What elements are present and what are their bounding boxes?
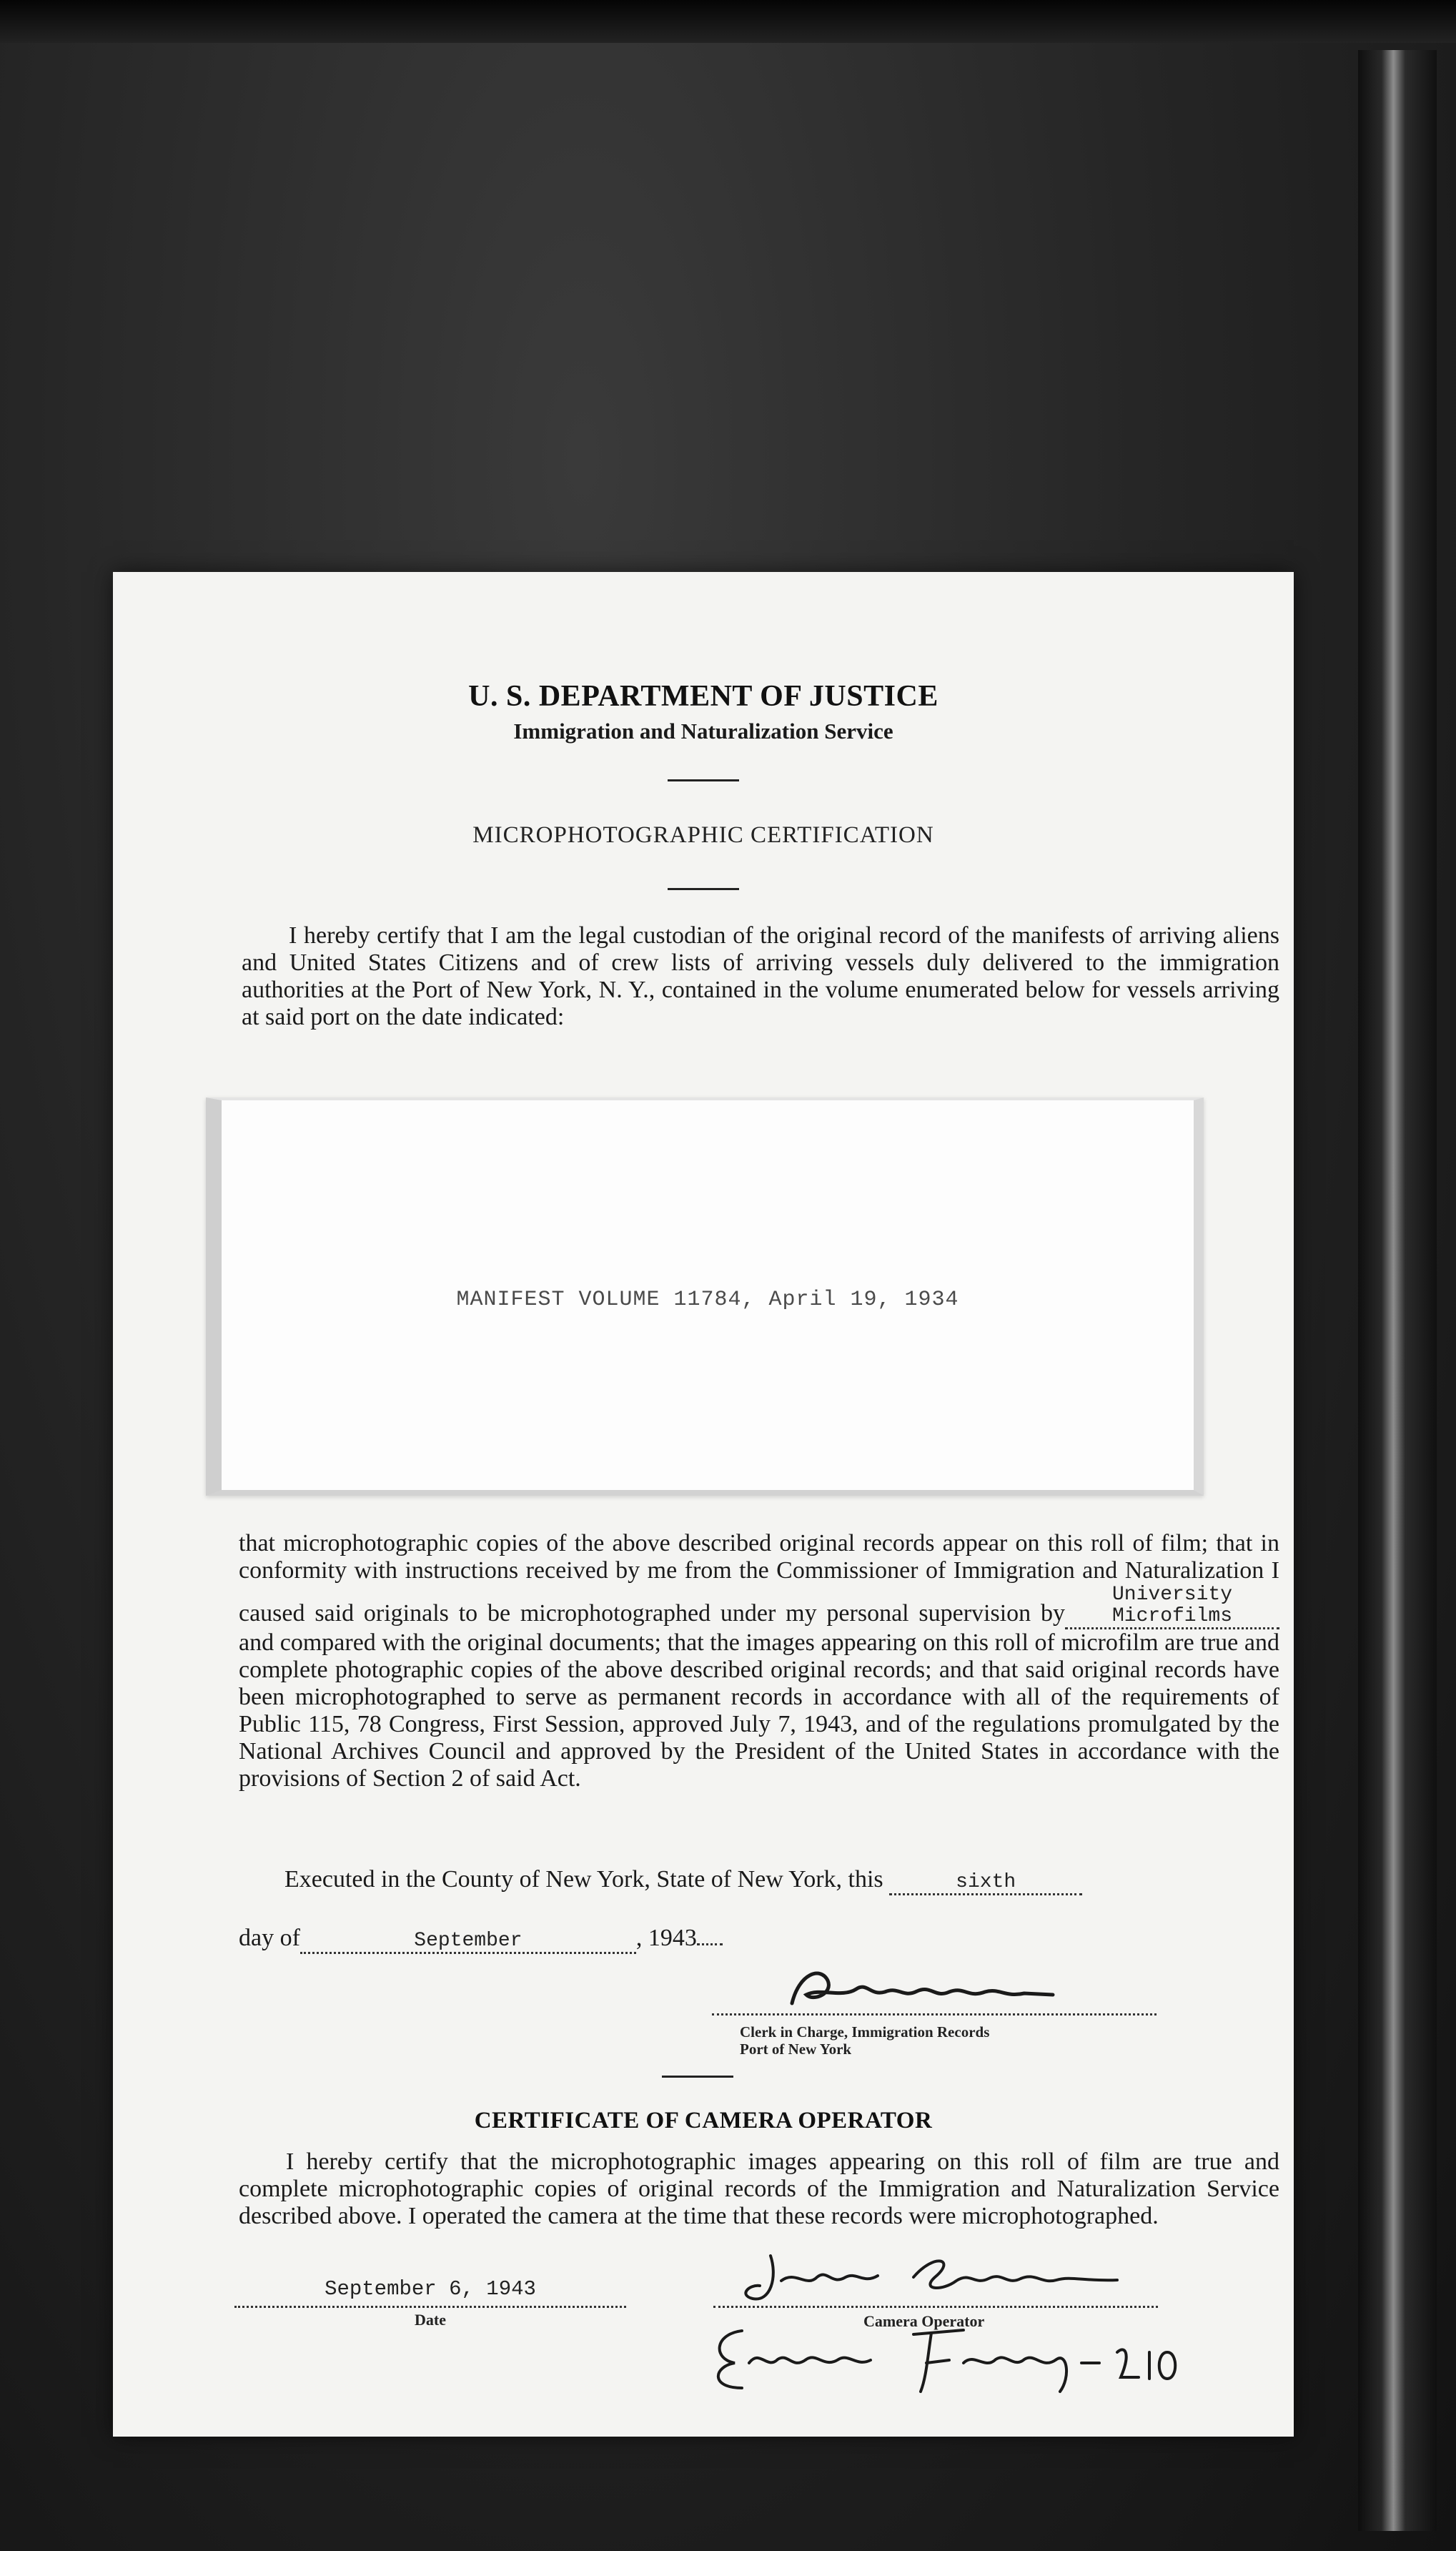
clerk-signature (778, 1959, 1064, 2016)
executed-day-field: sixth (889, 1872, 1082, 1895)
certification-body (239, 1530, 1279, 1792)
certification-title: MICROPHOTOGRAPHIC CERTIFICATION (472, 822, 934, 848)
clerk-caption (740, 2023, 989, 2058)
divider-rule (662, 2076, 733, 2078)
handwritten-note (699, 2320, 1199, 2399)
film-edge-right (1358, 50, 1437, 2531)
date-caption: Date (415, 2311, 446, 2329)
operator-caption: Camera Operator (863, 2312, 985, 2330)
camera-certificate-text: I hereby certify that the microphotographic images appearing on this roll of film are true and complete microphotographic copies of original records of the Immigration and Naturalization Service described above. I operated the camera at the time that these records were microphotographed. (239, 2148, 1279, 2229)
year-dots (697, 1943, 723, 1945)
month-field: September (300, 1930, 636, 1954)
divider-rule (668, 779, 739, 781)
executed-line (284, 1866, 1082, 1895)
supervisor-field: University Microfilms (1065, 1584, 1279, 1629)
day-line (239, 1925, 723, 1954)
year-text: , 1943 (635, 1925, 697, 1951)
date-field: September 6, 1943 (234, 2277, 626, 2308)
service-subtitle: Immigration and Naturalization Service (513, 719, 893, 744)
day-prefix: day of (239, 1925, 300, 1951)
camera-certificate-title: CERTIFICATE OF CAMERA OPERATOR (474, 2108, 933, 2133)
body-text-part1: that microphotographic copies of the above described original records appear on this roll of film; that in conformity with instructions received by me from the Commissioner of Immigration and Naturalization I caused said originals to be microphotographed under my personal supervision by (239, 1530, 1279, 1627)
intro-paragraph: I hereby certify that I am the legal custodian of the original record of the manifests of arriving aliens and United States Citizens and of crew lists of arriving vessels duly delivered to the immigration authorities at the Port of New York, N. Y., contained in the volume enumerated below for vessels arriving at said port on the date indicated: (242, 922, 1279, 1030)
clerk-caption-title: Clerk in Charge, Immigration Records (740, 2023, 990, 2041)
film-top-strip (0, 0, 1456, 43)
camera-operator-signature (728, 2249, 1128, 2309)
executed-prefix: Executed in the County of New York, State of New York, this (284, 1866, 883, 1893)
clerk-caption-port: Port of New York (740, 2041, 852, 2058)
divider-rule (668, 888, 739, 890)
manifest-volume-record: MANIFEST VOLUME 11784, April 19, 1934 (456, 1288, 959, 1312)
department-title: U. S. DEPARTMENT OF JUSTICE (468, 680, 939, 713)
record-card (206, 1097, 1204, 1496)
certificate-page (113, 572, 1294, 2437)
body-text-part2: and compared with the original documents; that the images appearing on this roll of microfilm are true and complete photographic copies of the above described original records; and that said original records have been microphotographed to serve as permanent records in accordance with all of the requirements of Public 115, 78 Congress, First Session, approved July 7, 1943, and of the regulations promulgated by the National Archives Council and approved by the President of the United States in accordance with the provisions of Section 2 of said Act. (239, 1629, 1279, 1792)
